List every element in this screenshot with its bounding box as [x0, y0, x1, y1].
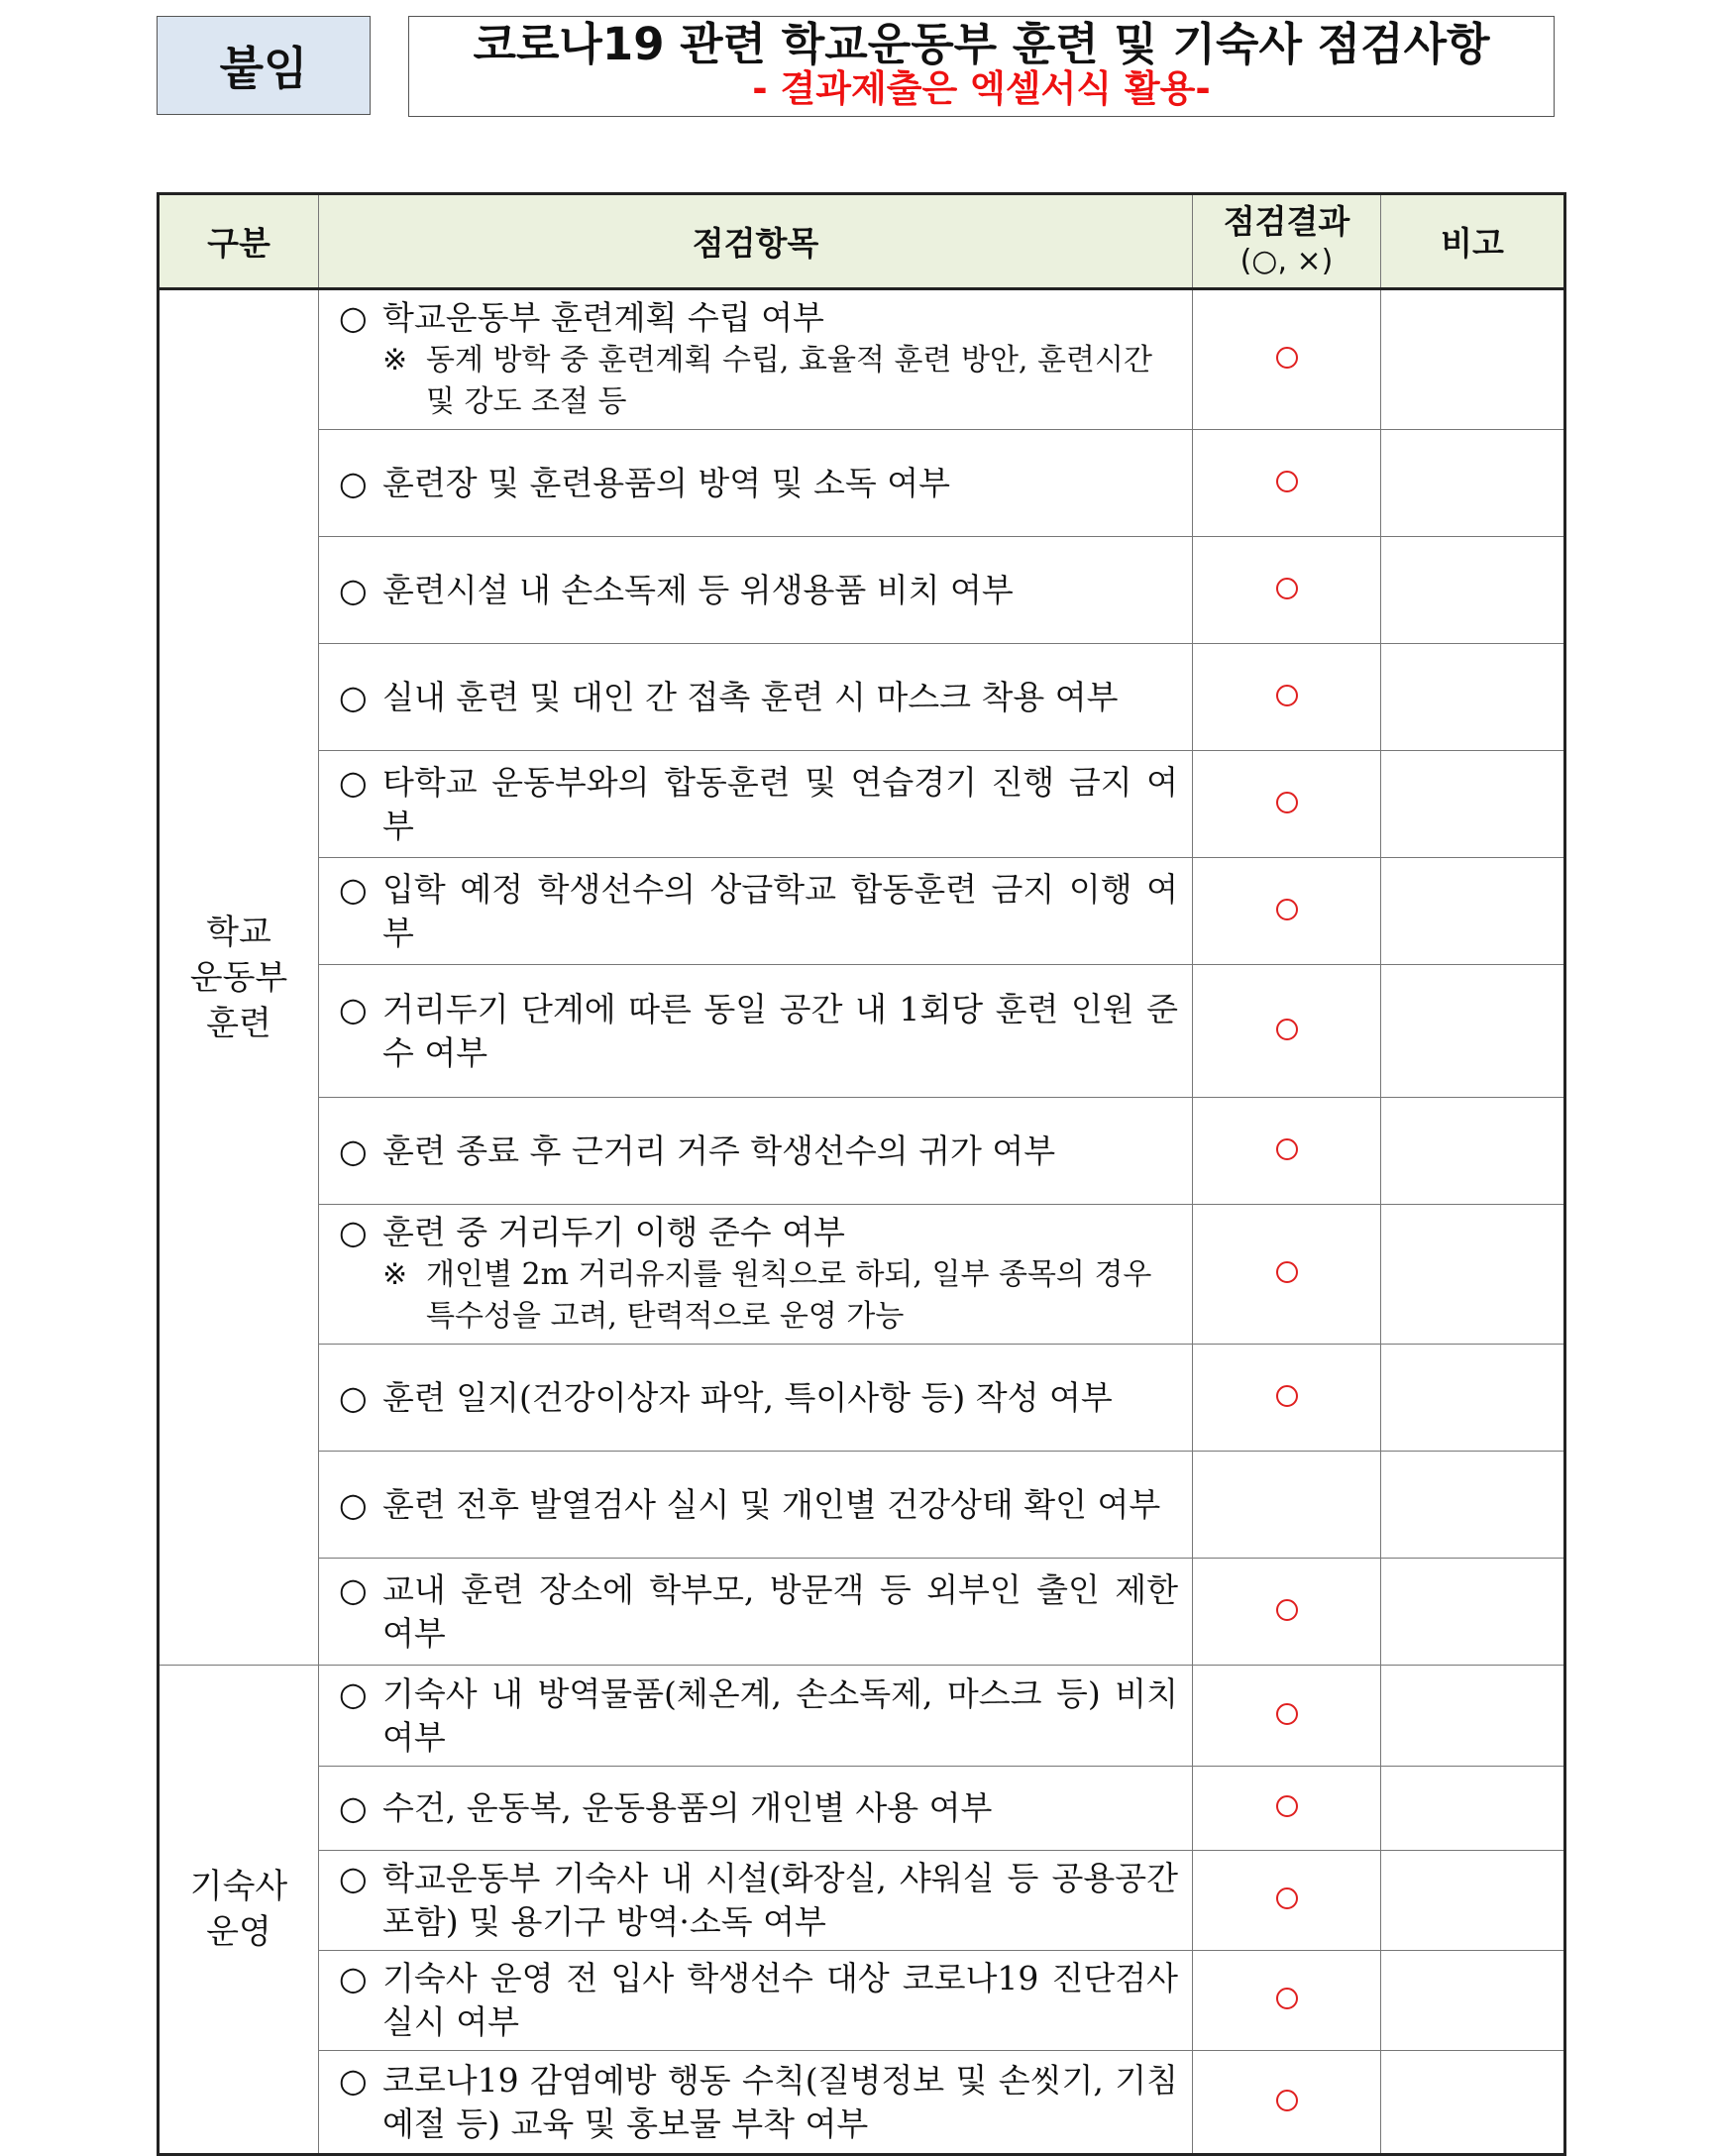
- result-cell[interactable]: [1193, 1098, 1381, 1205]
- item-line: [339, 462, 1178, 505]
- item-line: [339, 569, 1178, 612]
- remark-cell[interactable]: [1381, 537, 1565, 644]
- page-subtitle: - 결과제출은 엑셀서식 활용-: [752, 67, 1211, 110]
- item-text: 코로나19 감염예방 행동 수칙(질병정보 및 손씻기, 기침예절 등) 교육 및 홍보물 부착 여부: [382, 2060, 1178, 2143]
- header-remark: 비고: [1381, 194, 1565, 289]
- item-line: [339, 1483, 1178, 1527]
- bullet-icon: ○: [339, 1213, 368, 1251]
- result-cell[interactable]: [1193, 2051, 1381, 2155]
- item-line: [339, 988, 1178, 1075]
- bullet-icon: ○: [339, 989, 368, 1028]
- red-circle-mark-icon: [1276, 347, 1298, 369]
- table-row: [159, 1666, 1565, 1767]
- item-text: 훈련장 및 훈련용품의 방역 및 소독 여부: [382, 463, 950, 502]
- red-circle-mark-icon: [1276, 1019, 1298, 1040]
- result-cell[interactable]: [1193, 1851, 1381, 1951]
- red-circle-mark-icon: [1276, 792, 1298, 813]
- item-text: 학교운동부 기숙사 내 시설(화장실, 샤워실 등 공용공간 포함) 및 용기구 방역·소독 여부: [382, 1859, 1178, 1941]
- item-cell: [319, 1559, 1193, 1666]
- result-cell[interactable]: [1193, 751, 1381, 858]
- remark-cell[interactable]: [1381, 644, 1565, 751]
- category-cell: [159, 1666, 319, 2155]
- item-text: 거리두기 단계에 따른 동일 공간 내 1회당 훈련 인원 준수 여부: [382, 989, 1178, 1072]
- table-row: [159, 1452, 1565, 1559]
- header-result-symbols: (○, ×): [1239, 243, 1334, 278]
- result-cell[interactable]: [1193, 965, 1381, 1098]
- remark-cell[interactable]: [1381, 1767, 1565, 1851]
- red-circle-mark-icon: [1276, 1703, 1298, 1725]
- result-cell[interactable]: [1193, 1666, 1381, 1767]
- remark-cell[interactable]: [1381, 965, 1565, 1098]
- item-line: [339, 1957, 1178, 2044]
- red-circle-mark-icon: [1276, 1261, 1298, 1283]
- header-result-label: 점검결과: [1223, 201, 1350, 241]
- item-line: [339, 761, 1178, 848]
- item-text: 훈련시설 내 손소독제 등 위생용품 비치 여부: [382, 570, 1014, 609]
- bullet-icon: ○: [339, 298, 368, 337]
- item-line: [339, 1786, 1178, 1830]
- remark-cell[interactable]: [1381, 430, 1565, 537]
- category-label: 기숙사: [189, 1867, 288, 1906]
- item-cell: [319, 1666, 1193, 1767]
- item-line: [339, 2059, 1178, 2146]
- bullet-icon: ○: [339, 2060, 368, 2100]
- result-cell[interactable]: [1193, 430, 1381, 537]
- category-cell: [159, 289, 319, 1666]
- item-line: [339, 1672, 1178, 1760]
- remark-cell[interactable]: [1381, 1666, 1565, 1767]
- bullet-icon: ○: [339, 1131, 368, 1170]
- table-row: [159, 644, 1565, 751]
- item-line: [339, 296, 1178, 340]
- remark-cell[interactable]: [1381, 751, 1565, 858]
- bullet-icon: ○: [339, 463, 368, 502]
- result-cell[interactable]: [1193, 644, 1381, 751]
- reference-mark-icon: ※: [382, 1257, 408, 1292]
- item-line: [339, 1211, 1178, 1254]
- table-row: [159, 1767, 1565, 1851]
- remark-cell[interactable]: [1381, 2051, 1565, 2155]
- bullet-icon: ○: [339, 1959, 368, 1997]
- table-row: [159, 1851, 1565, 1951]
- title-box: [408, 16, 1555, 117]
- bullet-icon: ○: [339, 1377, 368, 1417]
- result-cell[interactable]: [1193, 1205, 1381, 1345]
- item-line: [339, 1568, 1178, 1656]
- header-result: [1193, 194, 1381, 289]
- remark-cell[interactable]: [1381, 1851, 1565, 1951]
- bullet-icon: ○: [339, 1484, 368, 1524]
- item-text: 기숙사 운영 전 입사 학생선수 대상 코로나19 진단검사 실시 여부: [382, 1959, 1178, 2041]
- item-line: [339, 1130, 1178, 1173]
- item-text: 훈련 종료 후 근거리 거주 학생선수의 귀가 여부: [382, 1131, 1056, 1170]
- bullet-icon: ○: [339, 869, 368, 909]
- category-label: 운동부: [189, 957, 288, 998]
- item-cell: [319, 751, 1193, 858]
- item-cell: [319, 644, 1193, 751]
- red-circle-mark-icon: [1276, 1795, 1298, 1817]
- bullet-icon: ○: [339, 1859, 368, 1897]
- table-row: [159, 1951, 1565, 2051]
- red-circle-mark-icon: [1276, 1599, 1298, 1621]
- red-circle-mark-icon: [1276, 2090, 1298, 2111]
- item-text: 타학교 운동부와의 합동훈련 및 연습경기 진행 금지 여부: [382, 762, 1178, 845]
- item-cell: [319, 1951, 1193, 2051]
- table-row: [159, 751, 1565, 858]
- red-circle-mark-icon: [1276, 1887, 1298, 1909]
- table-row: [159, 858, 1565, 965]
- header-item: 점검항목: [319, 194, 1193, 289]
- result-cell[interactable]: [1193, 1559, 1381, 1666]
- table-row: [159, 1205, 1565, 1345]
- table-row: [159, 289, 1565, 430]
- bullet-icon: ○: [339, 1673, 368, 1713]
- red-circle-mark-icon: [1276, 685, 1298, 706]
- bullet-icon: ○: [339, 677, 368, 716]
- item-text: 훈련 중 거리두기 이행 준수 여부: [382, 1213, 845, 1251]
- red-circle-mark-icon: [1276, 1988, 1298, 2009]
- item-line: [339, 676, 1178, 719]
- item-cell: [319, 1851, 1193, 1951]
- table-row: [159, 1559, 1565, 1666]
- table-header-row: [159, 194, 1565, 289]
- bullet-icon: ○: [339, 762, 368, 802]
- item-line: [339, 1857, 1178, 1944]
- bullet-icon: ○: [339, 570, 368, 609]
- item-cell: [319, 965, 1193, 1098]
- red-circle-mark-icon: [1276, 1138, 1298, 1160]
- page-title: 코로나19 관련 학교운동부 훈련 및 기숙사 점검사항: [473, 18, 1490, 70]
- item-note: [339, 340, 1178, 423]
- result-cell[interactable]: [1193, 1452, 1381, 1559]
- result-cell[interactable]: [1193, 1767, 1381, 1851]
- item-text: 실내 훈련 및 대인 간 접촉 훈련 시 마스크 착용 여부: [382, 677, 1119, 716]
- category-label: 학교: [206, 912, 271, 952]
- table-row: [159, 2051, 1565, 2155]
- red-circle-mark-icon: [1276, 578, 1298, 599]
- item-text: 수건, 운동복, 운동용품의 개인별 사용 여부: [382, 1788, 993, 1827]
- table-row: [159, 965, 1565, 1098]
- remark-cell[interactable]: [1381, 858, 1565, 965]
- item-note: [339, 1254, 1178, 1338]
- result-cell[interactable]: [1193, 1345, 1381, 1452]
- checklist-table: [157, 192, 1566, 2156]
- item-text: 학교운동부 훈련계획 수립 여부: [382, 298, 824, 337]
- item-text: 교내 훈련 장소에 학부모, 방문객 등 외부인 출인 제한 여부: [382, 1569, 1178, 1653]
- table-row: [159, 1098, 1565, 1205]
- red-circle-mark-icon: [1276, 1385, 1298, 1407]
- remark-cell[interactable]: [1381, 1205, 1565, 1345]
- remark-cell[interactable]: [1381, 1345, 1565, 1452]
- item-cell: [319, 1205, 1193, 1345]
- result-cell[interactable]: [1193, 289, 1381, 430]
- item-text: 훈련 일지(건강이상자 파악, 특이사항 등) 작성 여부: [382, 1377, 1113, 1417]
- result-cell[interactable]: [1193, 1951, 1381, 2051]
- red-circle-mark-icon: [1276, 899, 1298, 920]
- reference-mark-icon: ※: [382, 343, 408, 377]
- item-cell: [319, 430, 1193, 537]
- table-row: [159, 1345, 1565, 1452]
- item-cell: [319, 1098, 1193, 1205]
- category-label: 운영: [206, 1912, 271, 1952]
- item-cell: [319, 1345, 1193, 1452]
- item-note-text: 개인별 2m 거리유지를 원칙으로 하되, 일부 종목의 경우 특수성을 고려, 탄력적으로 운영 가능: [426, 1257, 1152, 1334]
- table-row: [159, 430, 1565, 537]
- result-cell[interactable]: [1193, 537, 1381, 644]
- item-cell: [319, 537, 1193, 644]
- header-category: 구분: [159, 194, 319, 289]
- red-circle-mark-icon: [1276, 471, 1298, 492]
- item-text: 입학 예정 학생선수의 상급학교 합동훈련 금지 이행 여부: [382, 869, 1178, 952]
- item-text: 훈련 전후 발열검사 실시 및 개인별 건강상태 확인 여부: [382, 1484, 1161, 1524]
- remark-cell[interactable]: [1381, 289, 1565, 430]
- category-label: 훈련: [206, 1003, 271, 1043]
- item-cell: [319, 289, 1193, 430]
- item-line: [339, 1376, 1178, 1420]
- checklist-body: [159, 289, 1565, 2155]
- remark-cell[interactable]: [1381, 1452, 1565, 1559]
- bullet-icon: ○: [339, 1788, 368, 1827]
- bullet-icon: ○: [339, 1569, 368, 1609]
- item-line: [339, 868, 1178, 955]
- item-cell: [319, 1767, 1193, 1851]
- table-row: [159, 537, 1565, 644]
- item-cell: [319, 1452, 1193, 1559]
- item-note-text: 동계 방학 중 훈련계획 수립, 효율적 훈련 방안, 훈련시간 및 강도 조절 등: [426, 343, 1152, 419]
- item-cell: [319, 858, 1193, 965]
- item-text: 기숙사 내 방역물품(체온계, 손소독제, 마스크 등) 비치 여부: [382, 1673, 1178, 1757]
- result-cell[interactable]: [1193, 858, 1381, 965]
- remark-cell[interactable]: [1381, 1098, 1565, 1205]
- item-cell: [319, 2051, 1193, 2155]
- attachment-tag: 붙임: [157, 16, 371, 115]
- remark-cell[interactable]: [1381, 1559, 1565, 1666]
- remark-cell[interactable]: [1381, 1951, 1565, 2051]
